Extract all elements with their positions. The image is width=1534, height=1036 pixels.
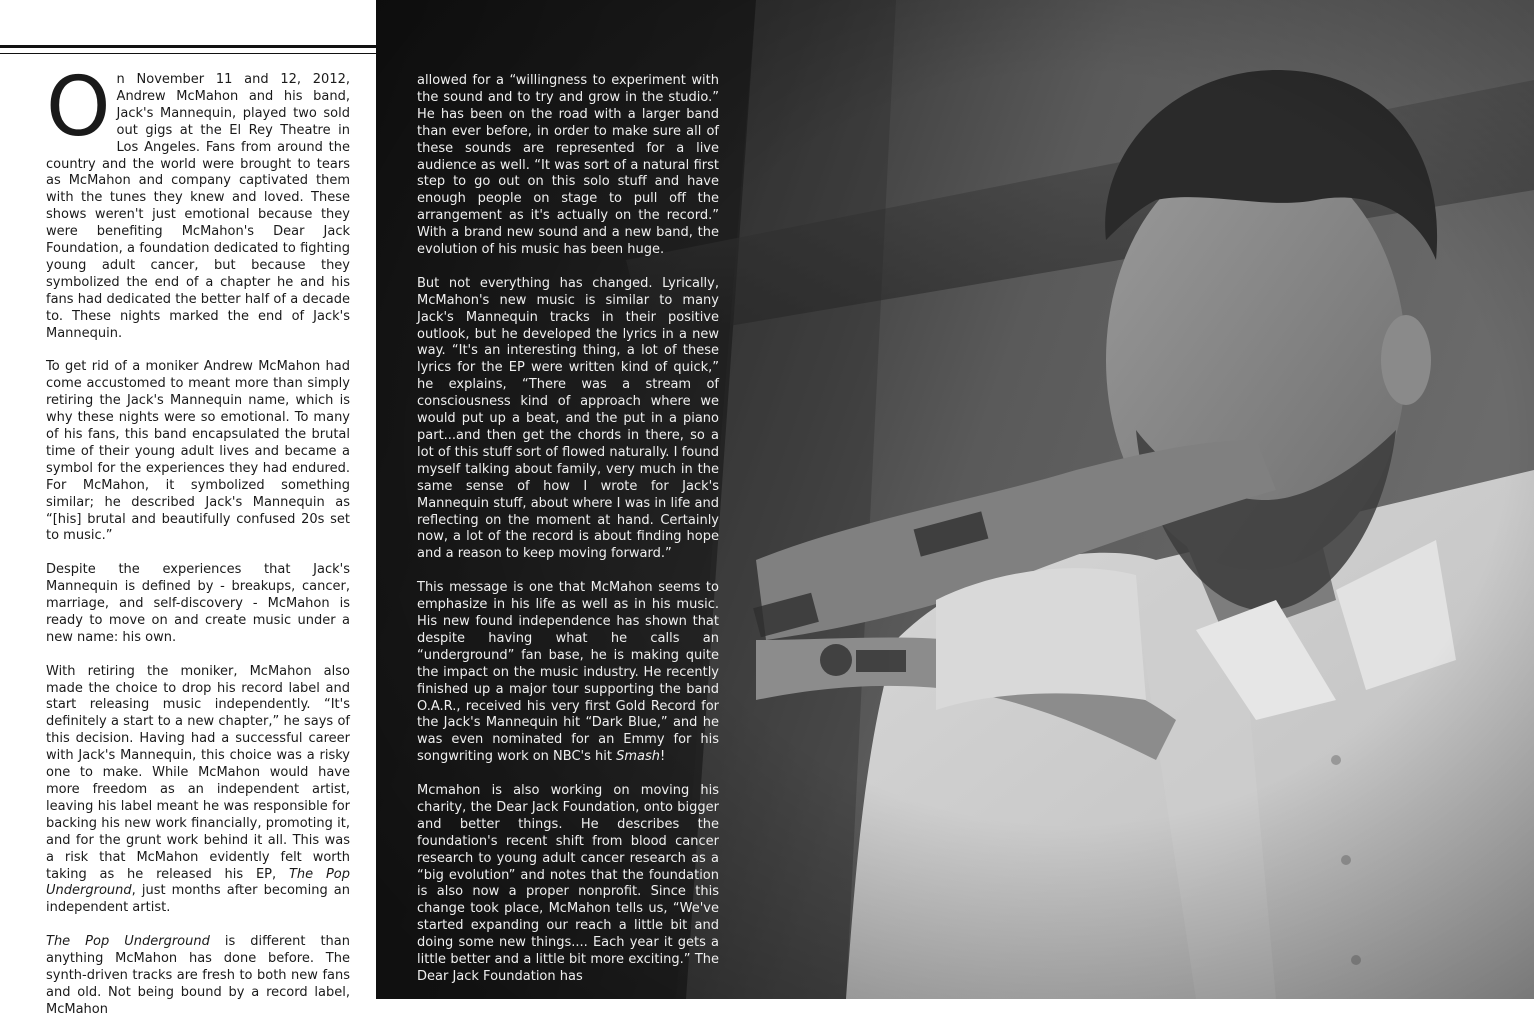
- paragraph: Despite the experiences that Jack's Mannequin is defined by - breakups, cancer, marriage, and self-discovery - McMahon is ready to move on and create music under a new name: his own.: [46, 562, 350, 645]
- ep-title: The Pop Underground: [46, 934, 210, 950]
- right-article-column: [417, 73, 719, 1003]
- left-article-column: [46, 60, 350, 1036]
- paragraph: To get rid of a moniker Andrew McMahon had come accustomed to meant more than simply retiring the Jack's Mannequin name, which is why these nights were so emotional. To many of his fans, this band encapsulated the brutal time of their young adult lives and became a symbol for the experiences they had endured. For McMahon, it symbolized something similar; he described Jack's Mannequin as “[his] brutal and beautifully confused 20s set to music.”: [46, 359, 350, 544]
- paragraph-text: This message is one that McMahon seems to emphasize in his life as well as in his music. His new found independence has shown that despite having what he calls an “underground” fan base, he is making quite the impact on the music industry. He recently finished up a major tour supporting the band O.A.R., received his very first Gold Record for the Jack's Mannequin hit “Dark Blue,” and he was even nominated for an Emmy for his songwriting work on NBC's hit: [417, 580, 719, 765]
- show-title: Smash: [616, 749, 661, 765]
- left-page: [0, 0, 376, 1017]
- paragraph: Mcmahon is also working on moving his charity, the Dear Jack Foundation, onto bigger and better things. He describes the foundation's recent shift from blood cancer research to young adult cancer research as a “big evolution” and notes that the foundation is also now a proper nonprofit. Since this change took place, McMahon tells us, “We've started expanding our reach a little bit and doing some new things.... Each year it gets a little better and a little bit more exciting.” The Dear Jack Foundation has: [417, 783, 719, 984]
- paragraph: [46, 60, 350, 343]
- paragraph: [46, 934, 350, 1019]
- header-rule-thin: [0, 53, 376, 54]
- paragraph: [46, 664, 350, 918]
- paragraph-text: is different than anything McMahon has done before. The synth-driven tracks are fresh to both new fans and old. Not being bound by a record label, McMahon: [46, 934, 350, 1017]
- paragraph-text: With retiring the moniker, McMahon also made the choice to drop his record label and start releasing music independently. “It's definitely a start to a new chapter,” he says of this decision. Having had a successful career with Jack's Mannequin, this choice was a risky one to make. While McMahon would have more freedom as an independent artist, leaving his label meant he was responsible for backing his new work financially, promoting it, and for the grunt work behind it all. This was a risk that McMahon evidently felt worth taking as he released his EP,: [46, 663, 350, 882]
- paragraph-text: n November 11 and 12, 2012, Andrew McMahon and his band, Jack's Mannequin, played two sold out gigs at the El Rey Theatre in Los Angeles. Fans from around the country and the world were brought to tears as McMahon and company captivated them with the tunes they knew and loved. These shows weren't just emotional because they were benefiting McMahon's Dear Jack Foundation, a foundation dedicated to fighting young adult cancer, but because they symbolized the end of a chapter he and his fans had dedicated the better half of a decade to. These nights marked the end of Jack's Mannequin.: [46, 72, 350, 341]
- paragraph: allowed for a “willingness to experiment with the sound and to try and grow in the studio.” He has been on the road with a larger band than ever before, in order to make sure all of these sounds are represented for a live audience as well. “It was sort of a natural first step to go out on this solo stuff and have enough people on stage to pull off the arrangement as it's actually on the record.” With a brand new sound and a new band, the evolution of his music has been huge.: [417, 73, 719, 258]
- ep-title: The Pop Underground: [46, 866, 350, 899]
- header-rule-thick: [0, 45, 376, 48]
- drop-cap: O: [46, 60, 111, 155]
- paragraph: But not everything has changed. Lyrically, McMahon's new music is similar to many Jack's Mannequin tracks in their positive outlook, but he developed the lyrics in a new way. “It's an interesting thing, a lot of these lyrics for the EP were written kind of quick,” he explains, “There was a stream of consciousness kind of approach where we would put up a beat, and the put in a piano part...and then get the chords in there, so a lot of this stuff sort of flowed naturally. I found myself talking about family, very much in the same sense of how I wrote for Jack's Mannequin stuff, about where I was in life and reflecting on the moment at hand. Certainly now, a lot of the record is about finding hope and a reason to keep moving forward.”: [417, 275, 719, 562]
- paragraph: [417, 580, 719, 766]
- paragraph-text: !: [660, 749, 666, 765]
- paragraph-text: , just months after becoming an independent artist.: [46, 883, 350, 916]
